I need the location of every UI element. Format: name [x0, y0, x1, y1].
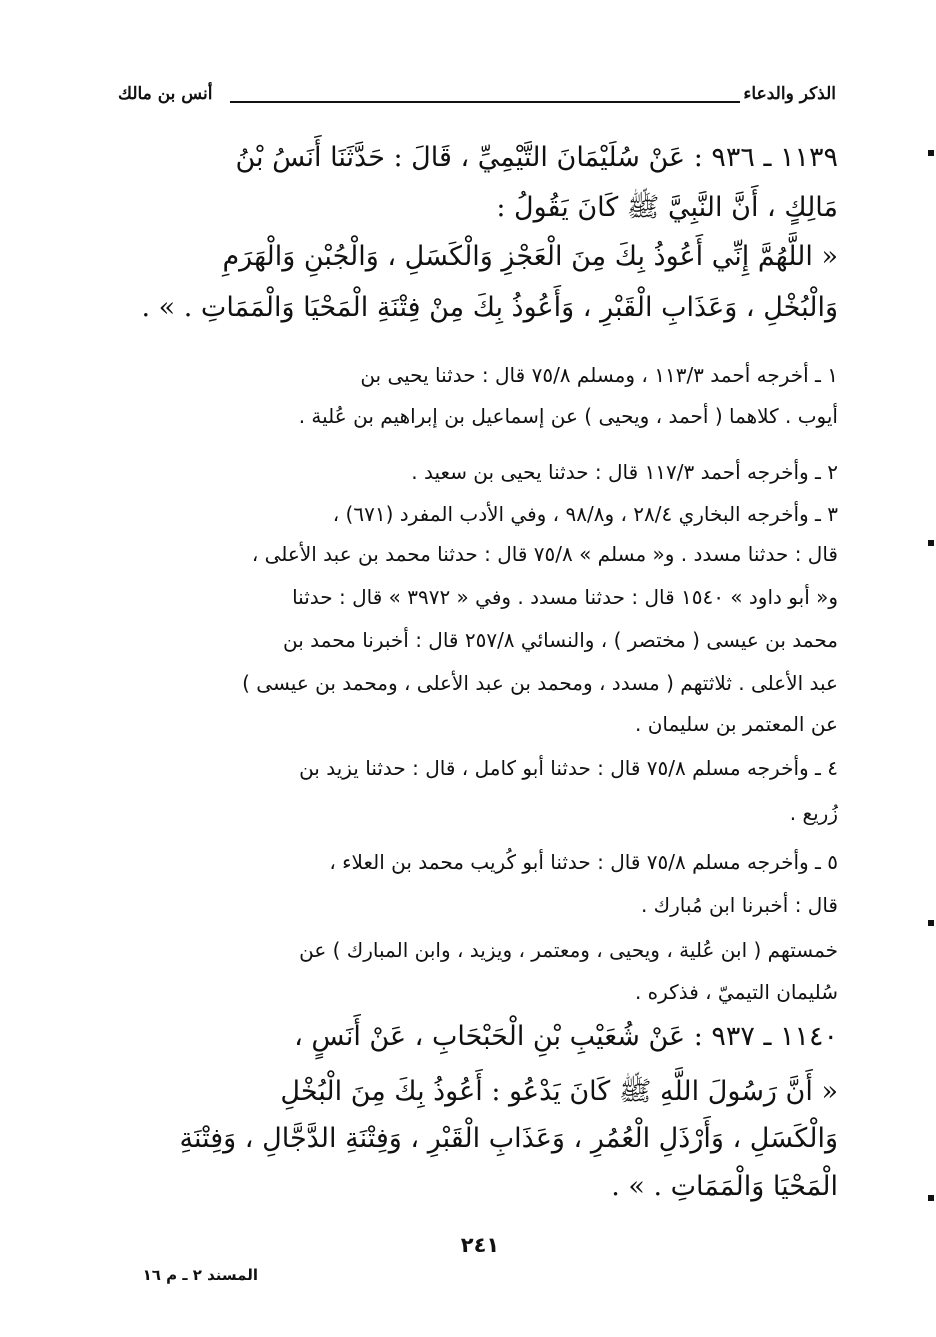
takhrij-5-line-1: ٥ ـ وأخرجه مسلم ٧٥/٨ قال : حدثنا أبو كُريب محمد بن العلاء ، [329, 850, 838, 874]
header-narrator-title: أنس بن مالك [118, 84, 213, 104]
hadith-1140-line-4: الْمَحْيَا وَالْمَمَاتِ . » . [611, 1171, 838, 1202]
page-number: ٢٤١ [460, 1233, 500, 1257]
takhrij-4-line-1: ٤ ـ وأخرجه مسلم ٧٥/٨ قال : حدثنا أبو كامل ، قال : حدثنا يزيد بن [299, 756, 838, 780]
takhrij-1-line-1: ١ ـ أخرجه أحمد ١١٣/٣ ، ومسلم ٧٥/٨ قال : حدثنا يحيى بن [360, 363, 838, 387]
hadith-1140-line-1: ١١٤٠ ـ ٩٣٧ : عَنْ شُعَيْبِ بْنِ الْحَبْحَابِ ، عَنْ أَنَسٍ ، [294, 1021, 838, 1052]
margin-scan-mark [928, 920, 934, 926]
hadith-1139-line-4: وَالْبُخْلِ ، وَعَذَابِ الْقَبْرِ ، وَأَعُوذُ بِكَ مِنْ فِتْنَةِ الْمَحْيَا وَالْمَمَاتِ . » . [141, 292, 838, 323]
takhrij-summary-line-1: خمستهم ( ابن عُلية ، ويحيى ، ومعتمر ، ويزيد ، وابن المبارك ) عن [299, 938, 838, 962]
hadith-1139-line-3: « اللَّهُمَّ إِنِّي أَعُوذُ بِكَ مِنَ الْعَجْزِ وَالْكَسَلِ ، وَالْجُبْنِ وَالْهَرَمِ [222, 241, 838, 272]
takhrij-3-line-2: قال : حدثنا مسدد . و« مسلم » ٧٥/٨ قال : حدثنا محمد بن عبد الأعلى ، [251, 542, 838, 566]
hadith-1139-line-2: مَالِكٍ ، أَنَّ النَّبِيَّ ﷺ كَانَ يَقُولُ : [496, 192, 838, 223]
margin-scan-mark [928, 540, 934, 546]
printer-signature-mark: المسند ٢ ـ م ١٦ [142, 1266, 258, 1284]
takhrij-3-line-1: ٣ ـ وأخرجه البخاري ٢٨/٤ ، و٩٨/٨ ، وفي الأدب المفرد (٦٧١) ، [332, 502, 838, 526]
running-header [118, 84, 836, 114]
takhrij-3-line-6: عن المعتمر بن سليمان . [635, 712, 838, 736]
hadith-1139-line-1: ١١٣٩ ـ ٩٣٦ : عَنْ سُلَيْمَانَ التَّيْمِيِّ ، قَالَ : حَدَّثَنَا أَنَسُ بْنُ [235, 142, 838, 173]
header-rule [230, 101, 740, 103]
margin-scan-mark [928, 1195, 934, 1201]
takhrij-3-line-4: محمد بن عيسى ( مختصر ) ، والنسائي ٢٥٧/٨ قال : أخبرنا محمد بن [283, 628, 838, 652]
takhrij-5-line-2: قال : أخبرنا ابن مُبارك . [640, 893, 838, 917]
takhrij-3-line-5: عبد الأعلى . ثلاثتهم ( مسدد ، ومحمد بن عبد الأعلى ، ومحمد بن عيسى ) [242, 671, 838, 695]
takhrij-summary-line-2: سُليمان التيميّ ، فذكره . [634, 980, 838, 1004]
takhrij-1-line-2: أيوب . كلاهما ( أحمد ، ويحيى ) عن إسماعيل بن إبراهيم بن عُلية . [298, 404, 838, 428]
header-chapter-title: الذكر والدعاء [743, 84, 836, 104]
hadith-1140-line-3: وَالْكَسَلِ ، وَأَرْذَلِ الْعُمُرِ ، وَعَذَابِ الْقَبْرِ ، وَفِتْنَةِ الدَّجَّالِ ، وَفِتْنَةِ [179, 1123, 838, 1154]
takhrij-3-line-3: و« أبو داود » ١٥٤٠ قال : حدثنا مسدد . وفي « ٣٩٧٢ » قال : حدثنا [292, 585, 838, 609]
takhrij-2-line-1: ٢ ـ وأخرجه أحمد ١١٧/٣ قال : حدثنا يحيى بن سعيد . [411, 460, 838, 484]
hadith-1140-line-2: « أَنَّ رَسُولَ اللَّهِ ﷺ كَانَ يَدْعُو : أَعُوذُ بِكَ مِنَ الْبُخْلِ [280, 1076, 838, 1107]
takhrij-4-line-2: زُريع . [789, 801, 838, 825]
margin-scan-mark [928, 150, 934, 156]
